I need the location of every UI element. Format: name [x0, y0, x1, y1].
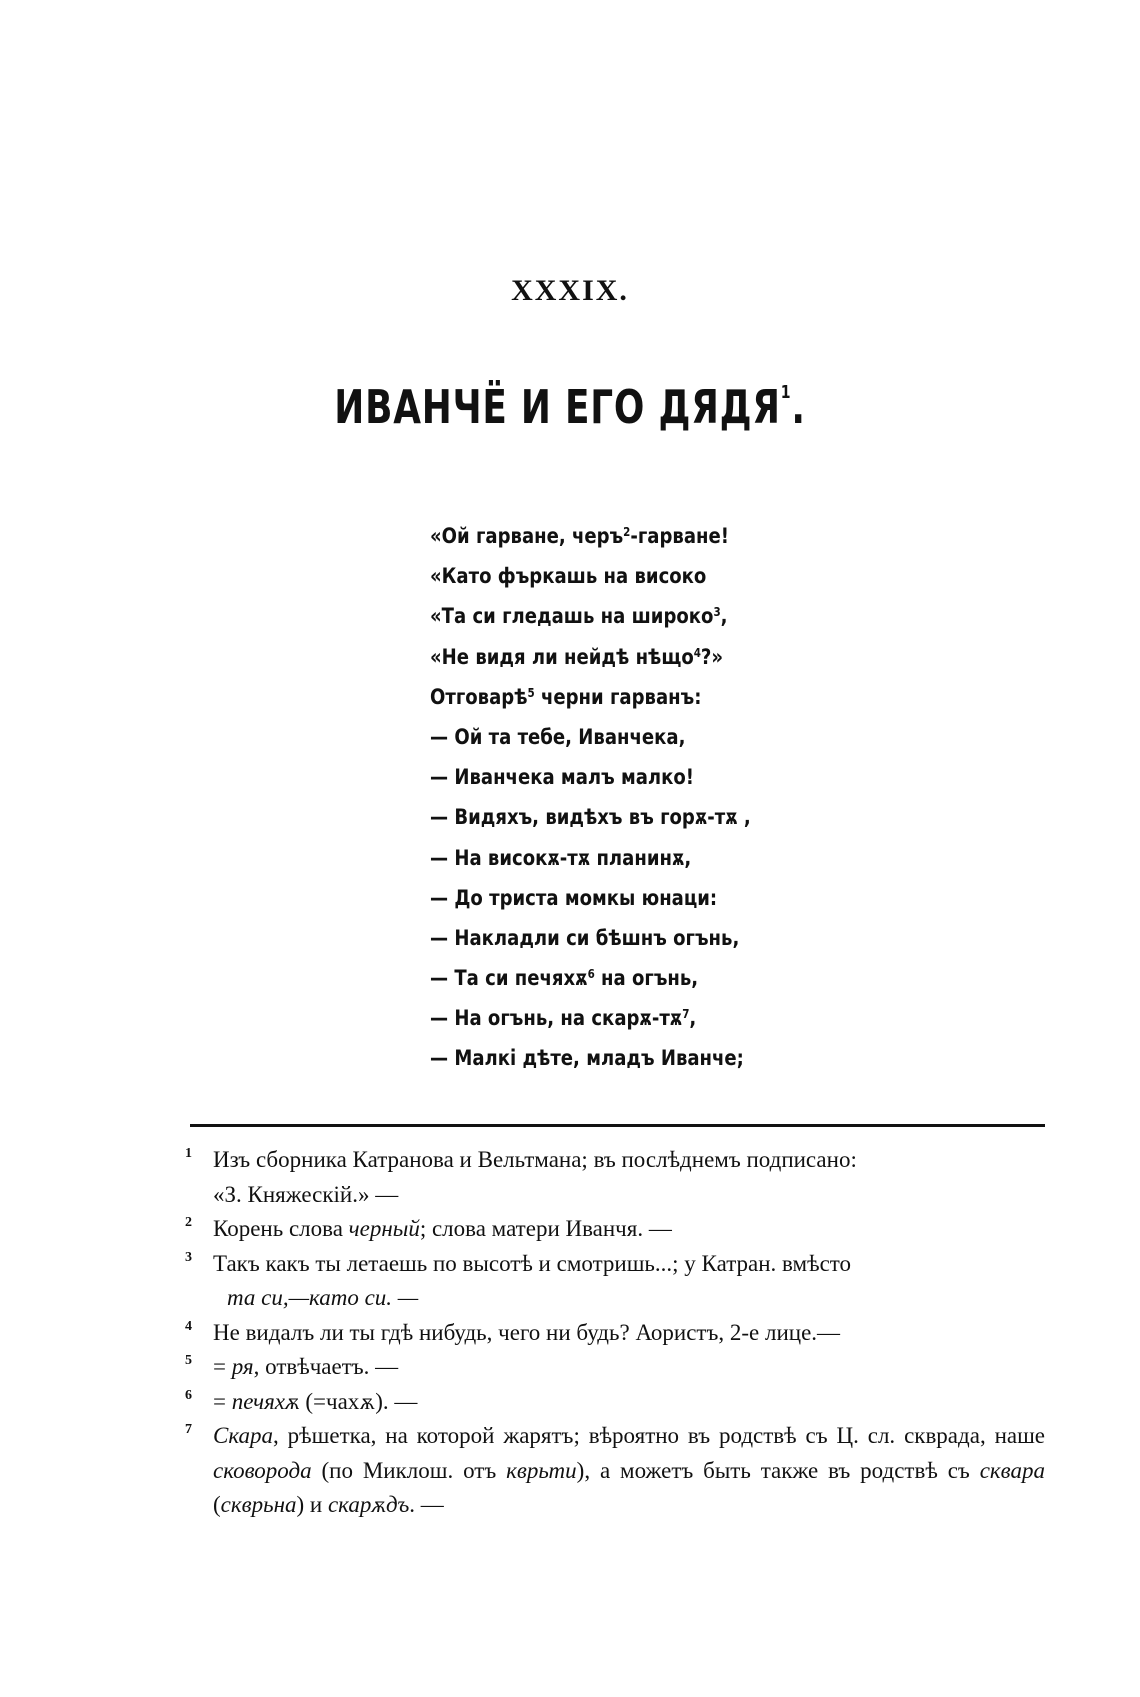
footnote: 7 Скара, рѣшетка, на которой жарятъ; вѣроятно въ родствѣ съ Ц. сл. скврада, наше сковорода (по Миклош. отъ кврьти), а можетъ быть также въ родствѣ съ сквара (скврьна) и скарѫдъ. —: [185, 1419, 1045, 1523]
footnote: 3 Такъ какъ ты летаешь по высотѣ и смотришь...; у Катран. вмѣсто та си,—като си. —: [185, 1247, 1045, 1316]
poem-line: Отговарѣ$^5$ черни гарванъ:: [430, 684, 702, 709]
footnote-number: 5: [185, 1353, 192, 1368]
footnote-number: 3: [185, 1249, 192, 1265]
poem-line: — Накладли си бѣшнъ огънь,: [430, 925, 740, 950]
footnote: 1 Изъ сборника Катранова и Вельтмана; въ послѣднемъ подписано: «З. Княжескій.» —: [185, 1143, 1045, 1212]
footnote-number: 1: [185, 1146, 192, 1161]
poem-line: — До триста момкы юнаци:: [430, 885, 718, 910]
page-title: [125, 380, 1014, 434]
footnote-number: 2: [185, 1215, 192, 1230]
title-text: ИВАНЧЁ И ЕГО ДЯДЯ: [334, 380, 781, 434]
poem-line: — Ой та тебе, Иванчека,: [430, 724, 686, 749]
footnote-divider: [190, 1124, 1045, 1127]
title-note-ref: 1: [780, 382, 792, 403]
poem-line: «Като фъркашь на високо: [430, 564, 707, 589]
poem-line: — Малкі дѣте, младъ Иванче;: [430, 1046, 744, 1071]
footnotes: [185, 1143, 1045, 1523]
footnote: 6 = печяхѫ (=чахѫ). —: [185, 1385, 1045, 1420]
poem-line: — Иванчека малъ малко!: [430, 765, 695, 790]
poem-line: «Ой гарване, черъ$^2$-гарване!: [430, 524, 729, 548]
footnote: 4 Не видалъ ли ты гдѣ нибудь, чего ни будь? Аористъ, 2-е лице.—: [185, 1316, 1045, 1351]
title-end: .: [791, 380, 806, 434]
poem-line: «Та си гледашь на широко$^3$,: [430, 604, 728, 629]
poem-line: «Не видя ли нейдѣ нѣщо$^4$?»: [430, 644, 724, 669]
poem-line: — Та си печяхѫ$^6$ на огънь,: [430, 966, 699, 991]
footnote-number: 4: [185, 1318, 192, 1334]
poem-line: — Видяхъ, видѣхъ въ горѫ-тѫ ,: [430, 805, 751, 830]
poem-line: — На огънь, на скарѫ-$тѫ^7$,: [430, 1006, 697, 1031]
footnote: 2 Корень слова черный; слова матери Иванчя. —: [185, 1212, 1045, 1247]
poem-line: — На високѫ-тѫ планинѫ,: [430, 845, 692, 870]
chapter-number: XXXIX.: [511, 274, 629, 307]
footnote-number: 7: [185, 1422, 192, 1437]
footnote-number: 6: [185, 1387, 192, 1403]
poem: [430, 516, 890, 1079]
footnote: 5 = ря, отвѣчаетъ. —: [185, 1350, 1045, 1385]
